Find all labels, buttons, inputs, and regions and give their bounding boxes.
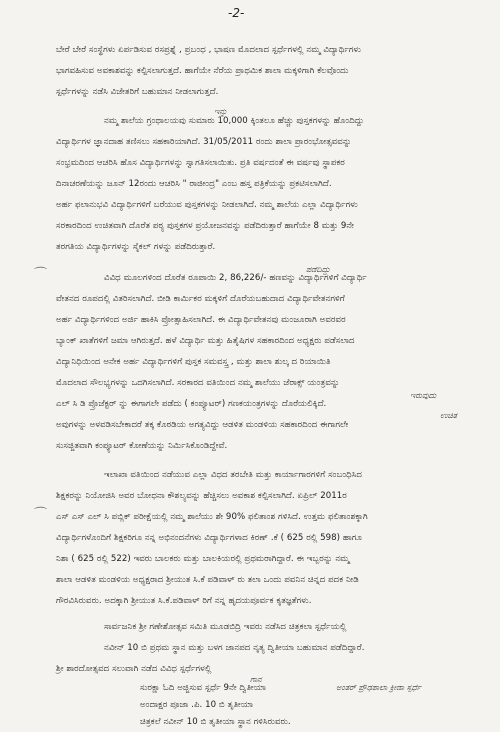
text-line: ಭಾಗವಹಿಸುವ ಅವಕಾಶವನ್ನು ಕಲ್ಪಿಸಲಾಗುತ್ತದೆ. ಹಾಗೆಯೇ ನೆರೆಯ ಪ್ರಾಥಮಿಕ ಶಾಲಾ ಮಕ್ಕಳಿಗಾಗಿ ಕೆಲವೊಂದು bbox=[56, 66, 349, 76]
text-line: ವಿದ್ಯಾನಿಧಿಯಿಂದ ಅನೇಕ ಅರ್ಹ ವಿದ್ಯಾರ್ಥಿಗಳಿಗೆ ಪುಸ್ತಕ ಸಮವಸ್ತ್ರ , ಮತ್ತು ಶಾಲಾ ಶುಲ್ಕ ದ ರಿಯಾಯಿತಿ bbox=[56, 357, 331, 367]
text-line: ನವೀನ್ 10 ಬಿ ಪ್ರಥಮ ಸ್ಥಾನ ಮತ್ತು ಬಳಗ ಜಾನಪದ ನೃತ್ಯ ದ್ವಿತೀಯಾ ಬಹುಮಾನ ಪಡೆದಿದ್ದಾರೆ. bbox=[104, 643, 365, 653]
text-line: ಸಾರ್ವಜನಿಕ ಶ್ರೀ ಗಣೇಶೋತ್ಸವ ಸಮಿತಿ ಮೂಡಬಿದ್ರಿ ಇವರು ನಡೆಸಿದ ಚಿತ್ರಕಲಾ ಸ್ಪರ್ಧೆಯಲ್ಲಿ bbox=[104, 622, 347, 632]
handwritten-note: ಉಚಿತ bbox=[440, 411, 458, 420]
text-line: ದಿನಾಚರಣೆಯನ್ನು ಜೂನ್ 12ರಂದು ಆಚರಿಸಿ " ರಾಜೀಂದ್ರ" ಎಂಬ ಹಸ್ತ ಪತ್ರಿಕೆಯನ್ನು ಪ್ರಕಟಿಸಲಾಗಿದೆ. bbox=[56, 179, 332, 189]
handwritten-note: ಪಡೆದಿದ್ದು bbox=[306, 265, 331, 274]
text-line: ಬೇರೆ ಬೇರೆ ಸಂಸ್ಥೆಗಳು ಏರ್ಪಡಿಸುವ ರಸಪ್ರಶ್ನೆ , ಪ್ರಬಂಧ , ಭಾಷಣ ಮೊದಲಾದ ಸ್ಪರ್ಧೆಗಳಲ್ಲಿ ನಮ್ಮ ವಿದ್ಯಾರ್ಥಿಗಳು bbox=[56, 45, 362, 55]
text-line: ನಮ್ಮ ಶಾಲೆಯ ಗ್ರಂಥಾಲಯವು ಸುಮಾರು 10,000 ಕ್ಕಿಂತಲೂ ಹೆಚ್ಚು ಪುಸ್ತಕಗಳನ್ನು ಹೊಂದಿದ್ದು bbox=[104, 116, 364, 126]
margin-mark: ⌒ bbox=[34, 267, 48, 282]
text-line: ಸಂಭ್ರಮದಿಂದ ಆಚರಿಸಿ ಹೊಸ ವಿದ್ಯಾರ್ಥಿಗಳನ್ನು ಸ್ವಾಗತಿಸಲಾಯಿತು. ಪ್ರತಿ ವರ್ಷದಂತೆ ಈ ವರ್ಷವು ಸ್ಥಾಪಕರ bbox=[56, 158, 345, 168]
text-line: ಸ್ಪರ್ಧೆಗಳನ್ನು ನಡೆಸಿ ವಿಜೇತರಿಗೆ ಬಹುಮಾನ ನೀಡಲಾಗುತ್ತದೆ. bbox=[56, 87, 219, 97]
text-line: ಗೌರವಿಸಿರುವರು. ಅದಕ್ಕಾಗಿ ಶ್ರೀಯುತ ಸಿ.ಕೆ.ಪಡಿವಾಳ್ ರಿಗೆ ನನ್ನ ಹೃದಯಪೂರ್ವಕ ಕೃತಜ್ಞತೆಗಳು. bbox=[56, 596, 312, 606]
text-line: ಸರಕಾರದಿಂದ ಉಚಿತವಾಗಿ ದೊರೆತ ಪಠ್ಯ ಪುಸ್ತಕಗಳ ಪ್ರಯೋಜನವನ್ನು ಪಡೆದಿರುತ್ತಾರೆ ಹಾಗೆಯೇ 8 ಮತ್ತು 9ನೇ bbox=[56, 221, 354, 231]
handwritten-note: ಇರುವುದು bbox=[410, 391, 437, 400]
text-line: ಇಲಾಖಾ ವತಿಯಿಂದ ನಡೆಯುವ ಎಲ್ಲಾ ವಿಧದ ತರಬೇತಿ ಮತ್ತು ಕಾರ್ಯಾಗಾರಗಳಿಗೆ ಸಂಬಂಧಿಸಿದ bbox=[104, 470, 362, 480]
text-line: ಮೊದಲಾದ ಸೌಲಭ್ಯಗಳನ್ನು ಒದಗಿಸಲಾಗಿದೆ. ಸರಕಾರದ ವತಿಯಿಂದ ನಮ್ಮ ಶಾಲೆಯು ಜೆರಾಕ್ಸ್ ಯಂತ್ರವನ್ನು bbox=[56, 378, 340, 388]
text-line: ತರಗತಿಯ ವಿದ್ಯಾರ್ಥಿಗಳನ್ನು ಸೈಕಲ್ ಗಳನ್ನು ಪಡೆದಿರುತ್ತಾರೆ. bbox=[56, 242, 216, 252]
text-line: ಎಲ್ ಸಿ ಡಿ ಪ್ರೊಜೆಕ್ಟರ್ ನ್ನು ಈಗಾಗಲೇ ಪಡೆದು ( ಕಂಪ್ಯೂಟರ್) ಗಣಕಯಂತ್ರಗಳನ್ನು ದೊರೆಯಲಿಕ್ಕಿದೆ. bbox=[56, 399, 327, 409]
text-line: ಸುಸಜ್ಜಿತವಾಗಿ ಕಂಪ್ಯೂಟರ್ ಕೋಣೆಯನ್ನು ನಿರ್ಮಿಸಿಕೊಂಡಿದ್ದೇವೆ. bbox=[56, 441, 228, 451]
text-line: ಅವುಗಳನ್ನು ಅಳವಡಿಸಬೇಕಾದರೆ ತಕ್ಕ ಕೊಠಡಿಯ ಅಗತ್ಯವಿದ್ದು ಆಡಳಿತ ಮಂಡಳಿಯ ಸಹಕಾರದಿಂದ ಈಗಾಗಲೇ bbox=[56, 420, 349, 430]
text-line: ವಿದ್ಯಾರ್ಥಿಗಳೊಂದಿಗೆ ಶಿಕ್ಷಕರಿಗೂ ನನ್ನ ಅಭಿನಂದನೆಗಳು ವಿದ್ಯಾರ್ಥಿಗಳಾದ ಕಿರಣ್ .ಕೆ ( 625 ರಲ್ಲಿ 598) ಹಾಗೂ bbox=[56, 533, 363, 543]
text-line: ಸುರಕ್ಷಾ ಓದಿ ಅಜ್ಜಿಸುವ ಸ್ಪರ್ಧೆ 9ನೇ ದ್ವಿತೀಯಾ bbox=[140, 683, 266, 693]
text-line: ಬ್ಯಾಂಕ್ ಖಾತೆಗಳಿಗೆ ಜಮಾ ಆಗಿರುತ್ತದೆ. ಹಳೆ ವಿದ್ಯಾರ್ಥಿ ಮತ್ತು ಹಿತೈಷಿಗಳ ಸಹಕಾರದಿಂದ ಅಧ್ಯಕ್ಷರು ಪಡೆಸಲಾದ bbox=[56, 336, 355, 346]
margin-mark: ⌒ bbox=[34, 507, 48, 522]
handwritten-note: ಅಂತರ್ ಪ್ರೌಢಶಾಲಾ ಕ್ರೀಡಾ ಸ್ಪರ್ಧೆ bbox=[336, 683, 422, 692]
text-line: ಅರ್ಹ ಫಲಾನುಭವಿ ವಿದ್ಯಾರ್ಥಿಗಳಿಗೆ ಬರೆಯುವ ಪುಸ್ತಕಗಳನ್ನು ನೀಡಲಾಗಿದೆ. ನಮ್ಮ ಶಾಲೆಯ ಎಲ್ಲಾ ವಿದ್ಯಾರ್ಥಿಗಳು bbox=[56, 200, 358, 210]
page-number: -2- bbox=[228, 6, 245, 20]
text-line: ಅಂದಾಕ್ಷರ ಪೂಜಾ .ಪಿ. 10 ಬಿ ತೃತೀಯಾ bbox=[140, 700, 254, 710]
handwritten-note: ಇನ್ನು bbox=[214, 107, 228, 116]
text-line: ನಿಶಾ ( 625 ರಲ್ಲಿ 522) ಇವರು ಬಾಲಕರು ಮತ್ತು ಬಾಲಕಿಯರಲ್ಲಿ ಪ್ರಥಮರಾಗಿದ್ದಾರೆ. ಈ ಇಬ್ಬರನ್ನು ನಮ್ಮ bbox=[56, 554, 350, 564]
text-line: ವಿದ್ಯಾರ್ಥಿಗಳ ಜ್ಞಾನದಾಹ ತಣಿಸಲು ಸಹಕಾರಿಯಾಗಿದೆ. 31/05/2011 ರಂದು ಶಾಲಾ ಪ್ರಾರಂಭೋತ್ಸವವನ್ನು bbox=[56, 137, 352, 147]
text-line: ವೇತನದ ರೂಪದಲ್ಲಿ ವಿತರಿಸಲಾಗಿದೆ. ಬೀಡಿ ಕಾರ್ಮಿಕರ ಮಕ್ಕಳಿಗೆ ದೊರೆಯಬಹುದಾದ ವಿದ್ಯಾರ್ಥಿವೇತನಗಳಿಗೆ bbox=[56, 294, 345, 304]
text-line: ಶಾಲಾ ಆಡಳಿತ ಮಂಡಳಿಯ ಅಧ್ಯಕ್ಷರಾದ ಶ್ರೀಯುತ ಸಿ.ಕೆ ಪಡಿವಾಳ್ ರು ತಲಾ ಒಂದು ಪವನಿನ ಚಿನ್ನದ ಪದಕ ನೀಡಿ bbox=[56, 575, 359, 585]
text-line: ಶಿಕ್ಷಕರನ್ನು ನಿಯೋಜಿಸಿ ಅವರ ಬೋಧನಾ ಕೌಶಲ್ಯವನ್ನು ಹೆಚ್ಚಿಸಲು ಅವಕಾಶ ಕಲ್ಪಿಸಲಾಗಿದೆ. ಏಪ್ರಿಲ್ 2011ರ bbox=[56, 491, 347, 501]
text-line: ಎಸ್ ಎಸ್ ಎಲ್ ಸಿ ಪಬ್ಲಿಕ್ ಪರೀಕ್ಷೆಯಲ್ಲಿ ನಮ್ಮ ಶಾಲೆಯು ಶೇ 90% ಫಲಿತಾಂಶ ಗಳಿಸಿದೆ. ಉತ್ತಮ ಫಲಿತಾಂಶಕ್ಕಾಗಿ bbox=[56, 512, 368, 522]
text-line: ಅರ್ಹ ವಿದ್ಯಾರ್ಥಿಗಳಿಂದ ಅರ್ಜಿ ಹಾಕಿಸಿ ಪ್ರೋತ್ಸಾಹಿಸಲಾಗಿದೆ. ಈ ವಿದ್ಯಾರ್ಥಿವೇತನವು ಮಂಜೂರಾಗಿ ಅವರವರ bbox=[56, 315, 346, 325]
handwritten-note: ಗಾನ bbox=[250, 675, 262, 684]
text-line: ವಿವಿಧ ಮೂಲಗಳಿಂದ ದೊರೆತ ರೂಪಾಯಿ 2, 86,226/- ಹಣವನ್ನು ವಿದ್ಯಾರ್ಥಿಗಳಿಗೆ ವಿದ್ಯಾರ್ಥಿ bbox=[104, 273, 367, 283]
text-line: ಶ್ರೀ ಶಾರದೋತ್ಸವದ ಸಲುವಾಗಿ ನಡೆದ ವಿವಿಧ ಸ್ಪರ್ಧೆಗಳಲ್ಲಿ bbox=[56, 664, 212, 674]
text-line: ಚಿತ್ರಕಲೆ ನವೀನ್ 10 ಬಿ ತೃತೀಯಾ ಸ್ಥಾನ ಗಳಿಸಿರುವರು. bbox=[140, 717, 291, 727]
